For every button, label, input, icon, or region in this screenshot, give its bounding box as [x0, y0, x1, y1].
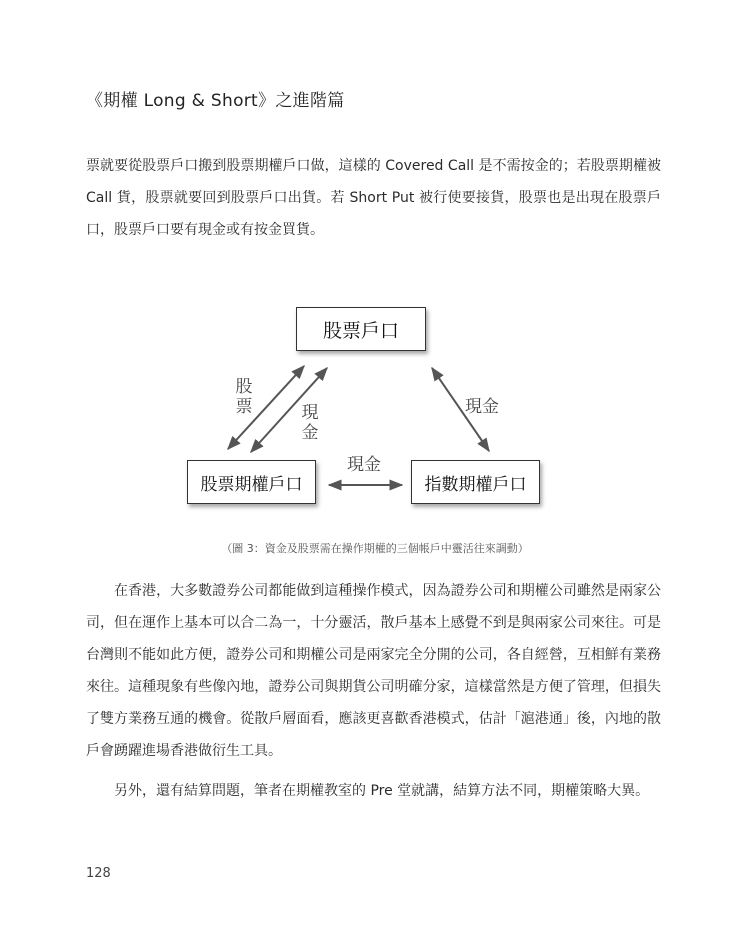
- paragraph-settlement: 另外，還有結算問題，筆者在期權教室的 Pre 堂就講，結算方法不同，期權策略大異。: [114, 783, 650, 799]
- figure-caption: （圖 3：資金及股票需在操作期權的三個帳戶中靈活往來調動）: [221, 542, 529, 555]
- stock-account-box: 股票戶口: [296, 307, 426, 351]
- cash-label-bottom: 現金: [347, 455, 381, 475]
- paragraph-hongkong: 在香港，大多數證券公司都能做到這種操作模式，因為證券公司和期權公司雖然是兩家公司，但在運作上基本可以合二為一，十分靈活，散戶基本上感覺不到是與兩家公司來往。可是台灣則不能如此方便，證券公司和期權公司是兩家完全分開的公司，各自經營，互相鮮有業務來往。這種現象有些像內地，證券公司與期貨公司明確分家，這樣當然是方便了管理，但損失了雙方業務互通的機會。從散戶層面看，應該更喜歡香港模式，估計「滬港通」後，內地的散戶會踴躍進場香港做衍生工具。: [86, 583, 661, 759]
- page-number: 128: [86, 866, 111, 881]
- stock-option-account-box: 股票期權戶口: [187, 460, 316, 504]
- paragraph-intro: 票就要從股票戶口搬到股票期權戶口做，這樣的 Covered Call 是不需按金的；若股票期權被 Call 貨，股票就要回到股票戶口出貨。若 Short Put 被行使要接貨，股票也是出現在股票戶口，股票戶口要有現金或有按金買貨。: [86, 158, 661, 238]
- index-option-account-box: 指數期權戶口: [411, 460, 540, 504]
- cash-label-right: 現金: [465, 397, 499, 417]
- running-header: 《期權 Long & Short》之進階篇: [86, 91, 345, 111]
- cash-label-left: 現金: [301, 403, 319, 443]
- stock-label: 股票: [235, 377, 253, 417]
